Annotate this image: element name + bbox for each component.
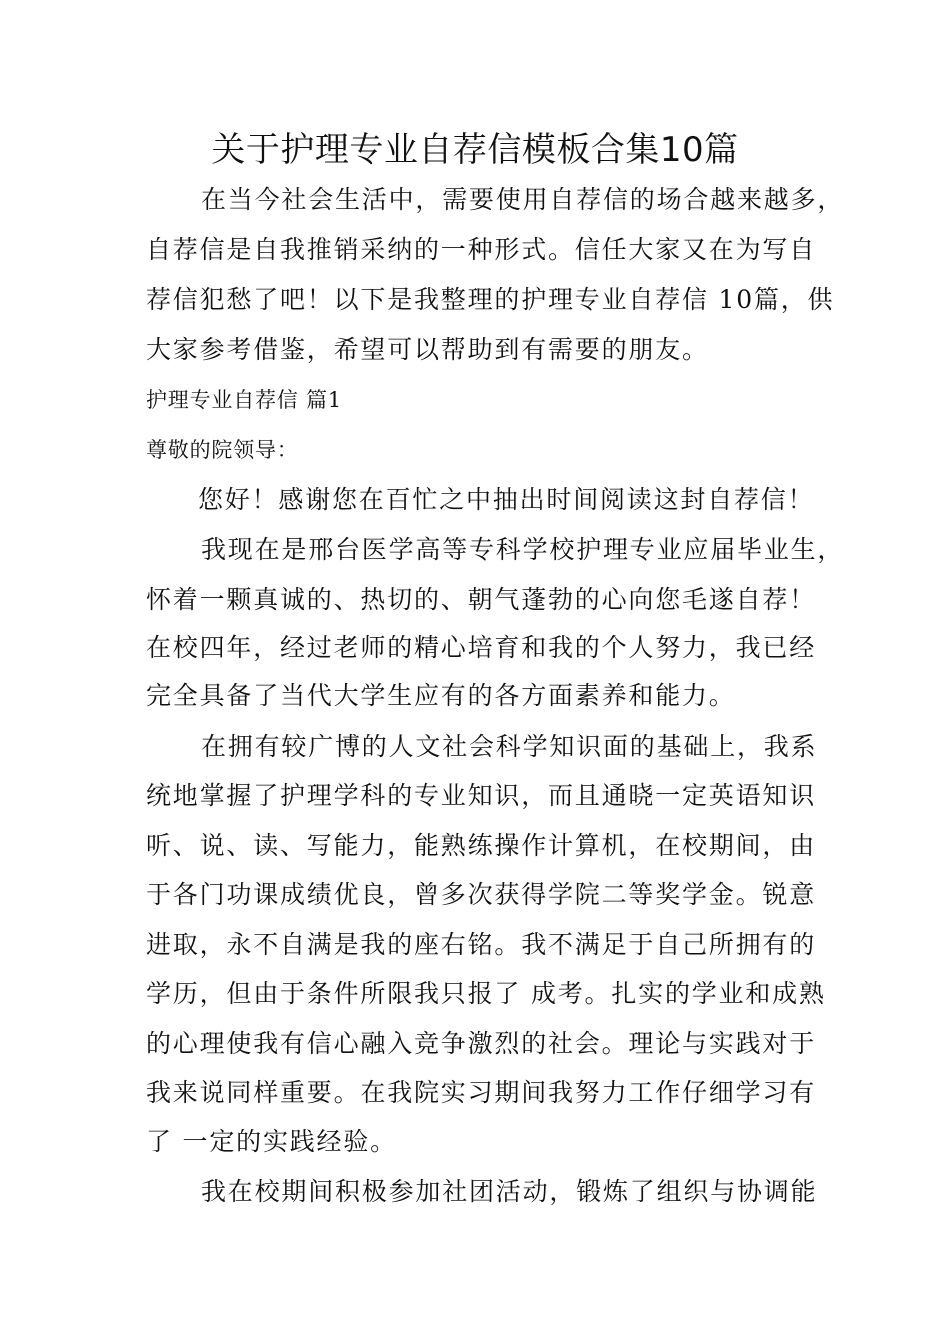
paragraph-line: 我在校期间积极参加社团活动，锻炼了组织与协调能 <box>201 1177 818 1206</box>
paragraph-line: 统地掌握了护理学科的专业知识，而且通晓一定英语知识 <box>146 781 817 810</box>
salutation: 尊敬的院领导： <box>146 438 299 462</box>
paragraph-line: 您好！感谢您在百忙之中抽出时间阅读这封自荐信！ <box>198 485 815 514</box>
paragraph-line: 进取，永不自满是我的座右铭。我不满足于自己所拥有的 <box>146 930 817 959</box>
paragraph-line: 自荐信是自我推销采纳的一种形式。信任大家又在为写自 <box>146 235 817 264</box>
document-title: 关于护理专业自荐信模板合集10篇 <box>211 130 739 170</box>
section-heading: 护理专业自荐信 篇1 <box>146 388 343 412</box>
paragraph-line: 的心理使我有信心融入竞争激烈的社会。理论与实践对于 <box>146 1029 817 1058</box>
paragraph-line: 大家参考借鉴，希望可以帮助到有需要的朋友。 <box>146 335 709 364</box>
paragraph-line: 了 一定的实践经验。 <box>146 1127 397 1156</box>
paragraph-line: 怀着一颗真诚的、热切的、朝气蓬勃的心向您毛遂自荐！ <box>146 585 817 614</box>
paragraph-line: 在拥有较广博的人文社会科学知识面的基础上，我系 <box>201 732 818 761</box>
paragraph-line: 于各门功课成绩优良，曾多次获得学院二等奖学金。锐意 <box>146 880 817 909</box>
paragraph-line: 在校四年，经过老师的精心培育和我的个人努力，我已经 <box>146 633 817 662</box>
paragraph-line: 学历，但由于条件所限我只报了 成考。扎实的学业和成熟 <box>146 979 826 1008</box>
paragraph-line: 我来说同样重要。在我院实习期间我努力工作仔细学习有 <box>146 1078 817 1107</box>
paragraph-line: 荐信犯愁了吧！以下是我整理的护理专业自荐信 10篇，供 <box>146 285 835 314</box>
paragraph-line: 在当今社会生活中，需要使用自荐信的场合越来越多， <box>201 185 845 214</box>
paragraph-line: 听、说、读、写能力，能熟练操作计算机，在校期间，由 <box>146 831 817 860</box>
paragraph-line: 完全具备了当代大学生应有的各方面素养和能力。 <box>146 681 736 710</box>
paragraph-line: 我现在是邢台医学高等专科学校护理专业应届毕业生， <box>201 535 845 564</box>
